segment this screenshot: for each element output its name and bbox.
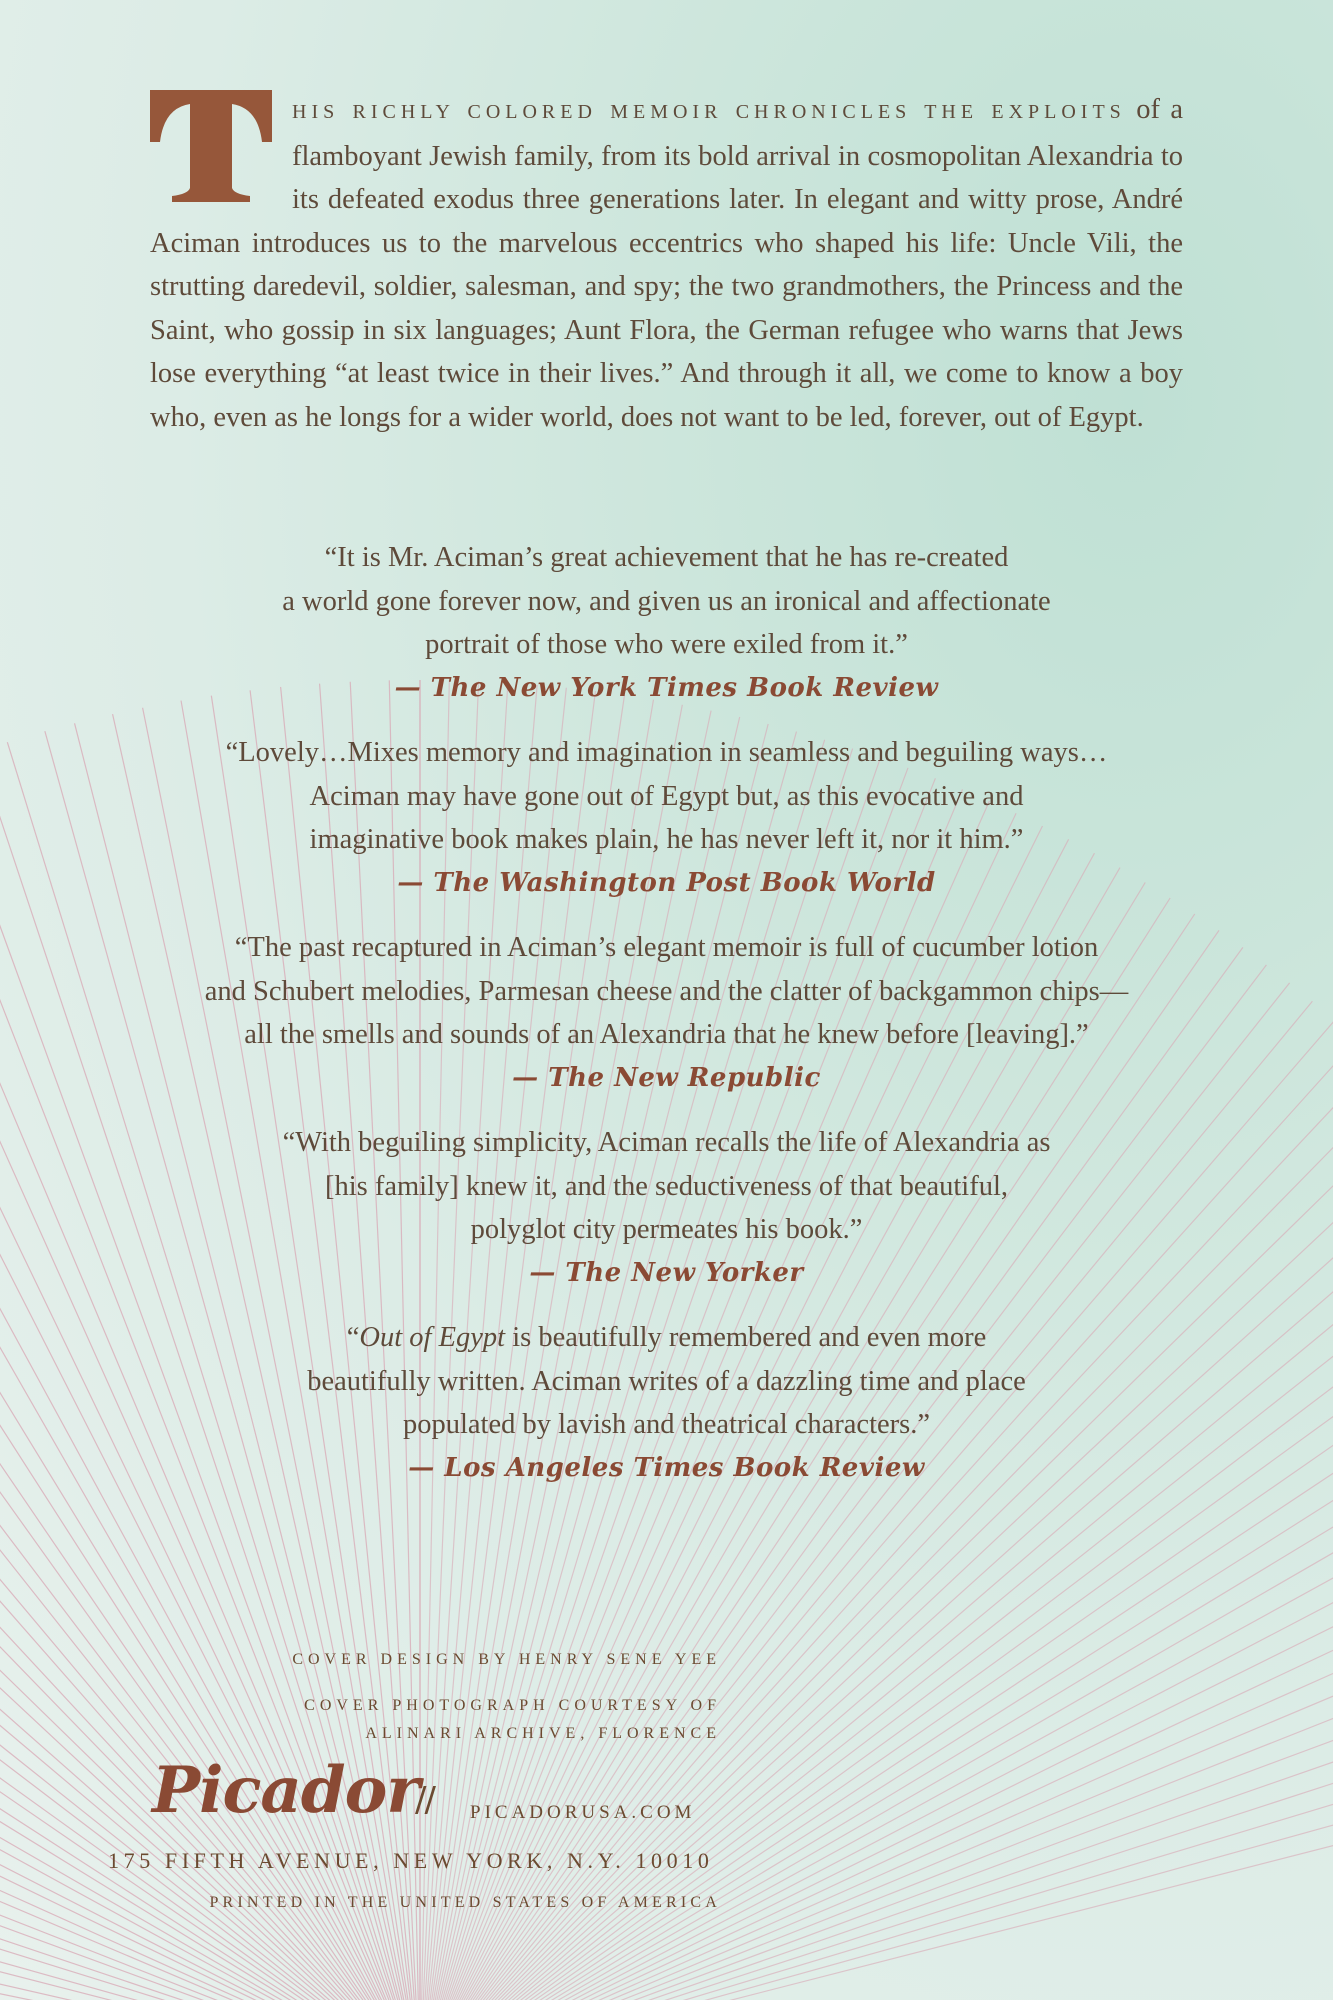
quote-line [120,1316,1213,1360]
quote-line: “The past recaptured in Aciman’s elegant memoir is full of cucumber lotion [234,932,1099,963]
photo-credit-line: ALINARI ARCHIVE, FLORENCE [365,1725,721,1742]
quote-washington-post [120,731,1213,905]
quote-line: a world gone forever now, and given us an ironical and affectionate [282,585,1051,617]
quote-nyt [120,536,1213,710]
quote-source: — Los Angeles Times Book Review [408,1452,925,1483]
quote-line: “Lovely…Mixes memory and imagination in seamless and beguiling ways… [225,737,1108,768]
ray-line [420,1537,1333,2000]
cover-design-credit: COVER DESIGN BY HENRY SENE YEE [292,1651,721,1668]
quote-line: imaginative book makes plain, he has never left it, nor it him.” [309,824,1024,855]
quote-source: — The New Republic [512,1062,821,1093]
printed-in-notice: PRINTED IN THE UNITED STATES OF AMERICA [209,1894,721,1911]
quote-la-times [120,1316,1213,1490]
quote-text: is beautifully remembered and even more [505,1322,987,1353]
quote-line: [his family] knew it, and the seductiveness of that beautiful, [324,1170,1009,1202]
quote-new-yorker [120,1121,1213,1295]
publisher-address: 175 FIFTH AVENUE, NEW YORK, N.Y. 10010 [108,1848,714,1873]
quote-line: portrait of those who were exiled from it.” [425,629,908,660]
quote-new-republic [120,926,1213,1100]
logo-slashes: // [415,1780,434,1820]
quote-line: and Schubert melodies, Parmesan cheese and the clatter of backgammon chips— [204,975,1129,1007]
quote-source: — The Washington Post Book World [397,867,936,898]
dropcap-t [150,90,272,202]
picador-logo: Picador [152,1753,420,1828]
quote-line: Aciman may have gone out of Egypt but, as this evocative and [309,780,1024,812]
description-text: of a flamboyant Jewish family, from its bold arrival in cosmopolitan Alexandria to its defeated exodus three generations later. In elegant and witty prose, André Aciman introduces us to the marvelous eccentrics who shaped his life: Uncle Vili, the strutting daredevil, soldier, salesman, and spy; the two grandmothers, the Princess and the Saint, who gossip in six languages; Aunt Flora, the German refugee who warns that Jews lose everything “at least twice in their lives.” And through it all, we come to know a boy who, even as he longs for a wider world, does not want to be led, forever, out of Egypt. [150,94,1183,433]
description-lead-in: HIS RICHLY COLORED MEMOIR CHRONICLES THE EXPLOITS [292,101,1126,123]
quote-source: — The New York Times Book Review [394,672,939,703]
quote-line: beautifully written. Aciman writes of a dazzling time and place [307,1365,1026,1397]
open-quote: “ [346,1322,360,1353]
book-title: Out of Egypt [359,1322,506,1353]
photo-credit-line: COVER PHOTOGRAPH COURTESY OF [304,1697,721,1714]
quote-line: populated by lavish and theatrical characters.” [402,1409,930,1440]
quote-source: — The New Yorker [529,1257,804,1288]
book-description [150,88,1183,439]
cover-photo-credit [304,1692,721,1748]
quote-line: polyglot city permeates his book.” [470,1214,863,1245]
quote-line: “It is Mr. Aciman’s great achievement that he has re-created [324,542,1009,573]
quote-line: all the smells and sounds of an Alexandria that he knew before [leaving].” [244,1019,1089,1050]
publisher-website-link[interactable]: PICADORUSA.COM [470,1802,696,1823]
quote-line: “With beguiling simplicity, Aciman recalls the life of Alexandria as [282,1127,1051,1158]
